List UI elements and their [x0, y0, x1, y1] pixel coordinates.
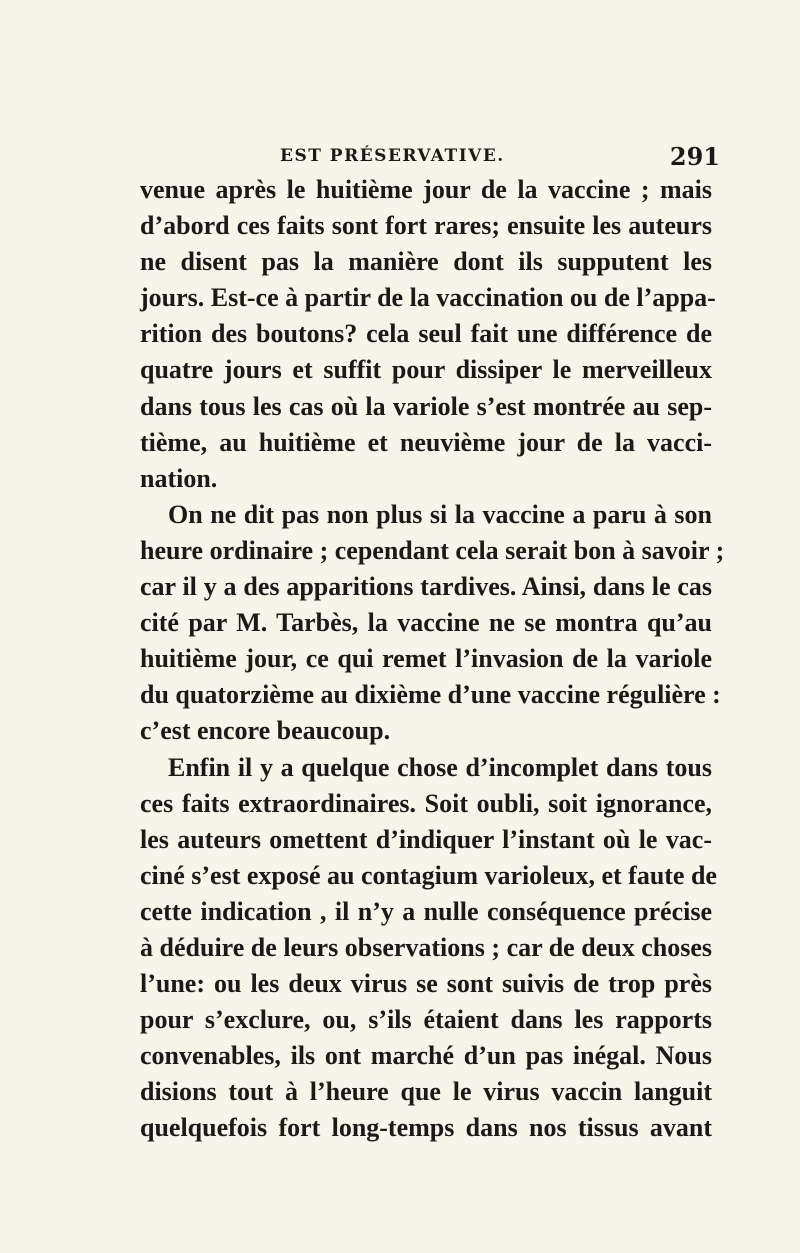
- text-line: cette indication , il n’y a nulle conséquence précise: [140, 896, 712, 926]
- page-number: 291: [669, 142, 720, 171]
- body-text: [140, 172, 725, 1147]
- text-line: convenables, ils ont marché d’un pas inégal. Nous: [140, 1041, 712, 1071]
- running-title: EST PRÉSERVATIVE.: [280, 146, 505, 166]
- text-line: nation.: [140, 463, 218, 493]
- text-line: cité par M. Tarbès, la vaccine ne se montra qu’au: [140, 608, 712, 638]
- text-line: heure ordinaire ; cependant cela serait bon à savoir ;: [140, 535, 725, 565]
- text-line: car il y a des apparitions tardives. Ainsi, dans le cas: [140, 572, 712, 602]
- text-line: dans tous les cas où la variole s’est montrée au sep-: [140, 391, 712, 421]
- text-line: venue après le huitième jour de la vaccine ; mais: [140, 175, 712, 204]
- text-line: ne disent pas la manière dont ils supputent les: [140, 247, 712, 277]
- text-line: On ne dit pas non plus si la vaccine a paru à son: [168, 499, 712, 529]
- text-line: ces faits extraordinaires. Soit oubli, soit ignorance,: [140, 788, 712, 818]
- text-line: quatre jours et suffit pour dissiper le merveilleux: [140, 355, 712, 385]
- page-header: [140, 142, 720, 172]
- text-line: quelquefois fort long-temps dans nos tissus avant: [140, 1113, 712, 1143]
- text-line: rition des boutons? cela seul fait une différence de: [140, 319, 712, 349]
- text-line: jours. Est-ce à partir de la vaccination ou de l’appa-: [140, 283, 716, 313]
- text-line: du quatorzième au dixième d’une vaccine régulière :: [140, 680, 721, 710]
- text-line: ciné s’est exposé au contagium varioleux, et faute de: [140, 860, 717, 890]
- text-line: l’une: ou les deux virus se sont suivis de trop près: [140, 969, 712, 999]
- text-line: tième, au huitième et neuvième jour de la vacci-: [140, 427, 712, 457]
- text-line: les auteurs omettent d’indiquer l’instant où le vac-: [140, 824, 712, 854]
- text-line: huitième jour, ce qui remet l’invasion de la variole: [140, 644, 712, 674]
- text-line: à déduire de leurs observations ; car de deux choses: [140, 932, 712, 962]
- text-line: d’abord ces faits sont fort rares; ensuite les auteurs: [140, 211, 712, 241]
- text-line: disions tout à l’heure que le virus vaccin languit: [140, 1077, 712, 1107]
- text-line: c’est encore beaucoup.: [140, 716, 391, 746]
- text-line: Enfin il y a quelque chose d’incomplet dans tous: [168, 752, 712, 782]
- text-line: pour s’exclure, ou, s’ils étaient dans les rapports: [140, 1005, 712, 1035]
